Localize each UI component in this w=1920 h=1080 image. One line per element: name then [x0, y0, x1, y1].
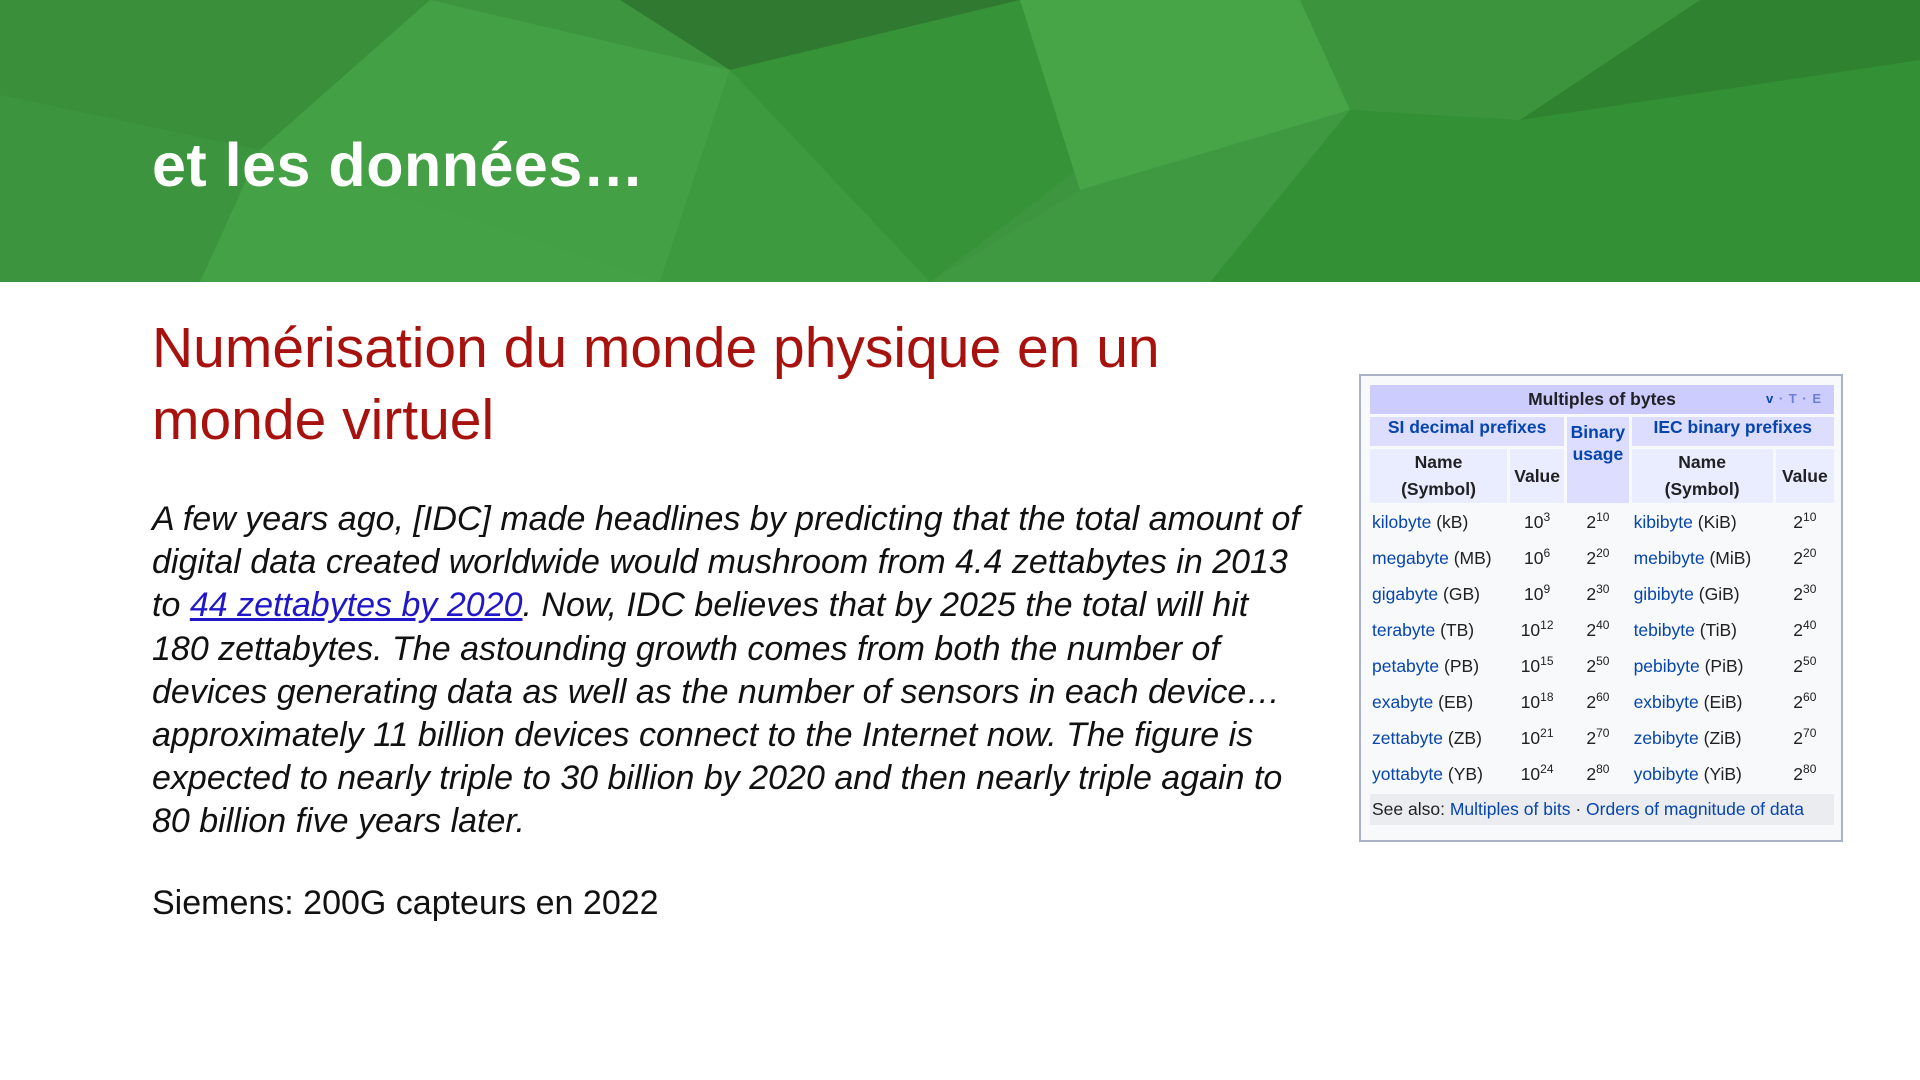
iec-unit-symbol: (PiB) [1704, 656, 1744, 676]
binary-value-base: 2 [1586, 548, 1597, 568]
iec-value-exponent: 10 [1803, 510, 1817, 525]
binary-value-exponent: 80 [1596, 762, 1610, 777]
iec-value [1776, 506, 1834, 539]
si-unit-symbol: (PB) [1444, 656, 1480, 676]
iec-unit-symbol: (ZiB) [1703, 728, 1742, 748]
binary-usage-value [1567, 686, 1628, 719]
iec-value-exponent: 60 [1803, 690, 1817, 705]
si-unit-link[interactable]: petabyte [1372, 656, 1440, 676]
binary-value-exponent: 70 [1596, 726, 1610, 741]
navbox-table [1367, 382, 1837, 828]
iec-name-column-header [1632, 449, 1773, 503]
si-value-exponent: 9 [1543, 582, 1551, 597]
iec-value [1776, 722, 1834, 755]
si-value-exponent: 3 [1543, 510, 1551, 525]
si-value-exponent: 6 [1543, 546, 1551, 561]
si-value-column-header: Value [1510, 449, 1564, 503]
iec-value [1776, 578, 1834, 611]
iec-unit-symbol: (EiB) [1703, 692, 1743, 712]
iec-value-exponent: 70 [1803, 726, 1817, 741]
si-value [1510, 578, 1564, 611]
binary-value-exponent: 60 [1596, 690, 1610, 705]
iec-unit-link[interactable]: zebibyte [1633, 728, 1699, 748]
binary-usage-value [1567, 650, 1628, 683]
iec-value-exponent: 20 [1803, 546, 1817, 561]
iec-unit-link[interactable]: gibibyte [1633, 584, 1694, 604]
si-unit-symbol: (kB) [1436, 512, 1469, 532]
si-unit-symbol: (ZB) [1447, 728, 1482, 748]
iec-value-exponent: 30 [1803, 582, 1817, 597]
binary-value-exponent: 10 [1596, 510, 1610, 525]
table-row [1370, 686, 1834, 719]
binary-usage-value [1567, 758, 1628, 791]
iec-unit-link[interactable]: kibibyte [1633, 512, 1693, 532]
vte-separator-1: · [1778, 391, 1785, 406]
slide-title: et les données… [152, 131, 645, 199]
si-unit-symbol: (YB) [1447, 764, 1483, 784]
binary-usage-value [1567, 722, 1628, 755]
si-name-header-line-2: (Symbol) [1401, 479, 1476, 499]
vte-separator-2: · [1802, 391, 1808, 406]
si-value [1510, 506, 1564, 539]
binary-usage-value [1567, 614, 1628, 647]
si-name-column-header [1370, 449, 1507, 503]
iec-binary-prefixes-header[interactable]: IEC binary prefixes [1632, 417, 1834, 446]
binary-value-base: 2 [1586, 512, 1597, 532]
zettabytes-2020-link[interactable]: 44 zettabytes by 2020 [189, 586, 523, 625]
table-row [1370, 722, 1834, 755]
si-value-exponent: 24 [1540, 762, 1554, 777]
si-name-header-line-1: Name [1414, 452, 1463, 472]
binary-usage-line-1: Binary [1570, 422, 1626, 442]
quote-text-before-link: A few years ago, [IDC] made headlines by predicting that the total amount of digital data created worldwide would mushroom from 4.4 zettabytes in 2013 to [152, 500, 1300, 625]
si-value [1510, 542, 1564, 575]
iec-unit-link[interactable]: exbibyte [1633, 692, 1699, 712]
siemens-note: Siemens: 200G capteurs en 2022 [152, 884, 659, 922]
binary-usage-line-2: usage [1572, 444, 1624, 464]
si-value [1510, 650, 1564, 683]
table-row [1370, 506, 1834, 539]
binary-value-exponent: 50 [1596, 654, 1610, 669]
iec-unit-symbol: (YiB) [1703, 764, 1742, 784]
iec-unit-link[interactable]: tebibyte [1633, 620, 1695, 640]
si-value [1510, 758, 1564, 791]
iec-value-exponent: 80 [1803, 762, 1817, 777]
iec-value [1776, 650, 1834, 683]
table-row [1370, 578, 1834, 611]
binary-usage-header[interactable] [1567, 417, 1628, 503]
multiples-of-bits-link[interactable]: Multiples of bits [1449, 799, 1571, 819]
table-row [1370, 758, 1834, 791]
slide-subtitle [152, 312, 1302, 456]
header-banner [0, 0, 1920, 282]
iec-value-base: 2 [1793, 512, 1804, 532]
binary-usage-value [1567, 506, 1628, 539]
iec-value-base: 2 [1793, 656, 1804, 676]
iec-value [1776, 614, 1834, 647]
si-value [1510, 722, 1564, 755]
si-value [1510, 686, 1564, 719]
si-value-base: 10 [1520, 728, 1541, 748]
si-unit-link[interactable]: exabyte [1372, 692, 1434, 712]
iec-value [1776, 542, 1834, 575]
si-unit-symbol: (GB) [1443, 584, 1480, 604]
si-value-exponent: 21 [1540, 726, 1554, 741]
quote-text-after-link: . Now, IDC believes that by 2025 the total will hit 180 zettabytes. The astounding growth comes from both the number of devices generating data as well as the number of sensors in each device… approximately 11 billion devices connect to the Internet now. The figure is expected to nearly triple to 30 billion by 2020 and then nearly triple again to 80 billion five years later. [152, 586, 1283, 841]
iec-name-header-line-1: Name [1678, 452, 1726, 472]
see-also-label: See also: [1372, 799, 1445, 819]
iec-unit-link[interactable]: yobibyte [1633, 764, 1699, 784]
si-decimal-prefixes-header[interactable]: SI decimal prefixes [1370, 417, 1564, 446]
subtitle-line-2: monde virtuel [152, 388, 495, 452]
table-row [1370, 614, 1834, 647]
binary-value-base: 2 [1586, 656, 1597, 676]
si-unit-link[interactable]: yottabyte [1372, 764, 1444, 784]
si-value-base: 10 [1524, 512, 1544, 532]
multiples-of-bytes-navbox [1359, 374, 1843, 842]
iec-value [1776, 758, 1834, 791]
si-value-exponent: 15 [1540, 654, 1554, 669]
binary-value-exponent: 40 [1596, 618, 1610, 633]
si-value-base: 10 [1520, 764, 1541, 784]
iec-value [1776, 686, 1834, 719]
si-unit-link[interactable]: megabyte [1372, 548, 1449, 568]
table-row [1370, 650, 1834, 683]
iec-value-exponent: 50 [1803, 654, 1817, 669]
iec-unit-symbol: (MiB) [1709, 548, 1752, 568]
binary-value-base: 2 [1586, 584, 1597, 604]
idc-quote [152, 498, 1302, 844]
si-unit-link[interactable]: kilobyte [1372, 512, 1432, 532]
iec-value-base: 2 [1793, 548, 1804, 568]
iec-unit-link[interactable]: pebibyte [1633, 656, 1700, 676]
orders-of-magnitude-link[interactable]: Orders of magnitude of data [1586, 799, 1804, 819]
subtitle-line-1: Numérisation du monde physique en un [152, 316, 1160, 380]
si-unit-link[interactable]: zettabyte [1372, 728, 1444, 748]
view-template-link[interactable]: v [1765, 391, 1775, 406]
binary-usage-value [1567, 578, 1628, 611]
vte-links [1766, 391, 1822, 406]
see-also-footer [1370, 794, 1834, 825]
iec-unit-symbol: (KiB) [1697, 512, 1737, 532]
binary-value-exponent: 30 [1596, 582, 1610, 597]
iec-value-base: 2 [1793, 728, 1804, 748]
iec-unit-symbol: (GiB) [1698, 584, 1740, 604]
navbox-title [1370, 385, 1834, 414]
iec-unit-link[interactable]: mebibyte [1633, 548, 1705, 568]
si-value-exponent: 18 [1540, 690, 1554, 705]
edit-template-link[interactable]: E [1812, 391, 1822, 406]
binary-value-exponent: 20 [1596, 546, 1610, 561]
iec-value-base: 2 [1793, 584, 1804, 604]
si-value-exponent: 12 [1540, 618, 1554, 633]
navbox-title-text: Multiples of bytes [1528, 389, 1676, 409]
si-unit-symbol: (EB) [1438, 692, 1474, 712]
si-unit-symbol: (MB) [1453, 548, 1492, 568]
binary-value-base: 2 [1586, 692, 1597, 712]
si-value-base: 10 [1520, 620, 1541, 640]
si-value-base: 10 [1524, 548, 1544, 568]
si-value [1510, 614, 1564, 647]
si-unit-link[interactable]: gigabyte [1372, 584, 1439, 604]
table-row [1370, 542, 1834, 575]
iec-value-exponent: 40 [1803, 618, 1817, 633]
talk-template-link[interactable]: T [1788, 391, 1798, 406]
binary-usage-value [1567, 542, 1628, 575]
iec-value-base: 2 [1793, 764, 1804, 784]
binary-value-base: 2 [1586, 620, 1597, 640]
iec-unit-symbol: (TiB) [1699, 620, 1737, 640]
iec-value-base: 2 [1793, 692, 1804, 712]
si-value-base: 10 [1524, 584, 1544, 604]
iec-value-column-header: Value [1776, 449, 1834, 503]
see-also-separator: · [1575, 799, 1582, 819]
si-unit-link[interactable]: terabyte [1372, 620, 1436, 640]
si-value-base: 10 [1520, 656, 1541, 676]
si-unit-symbol: (TB) [1440, 620, 1475, 640]
iec-value-base: 2 [1793, 620, 1804, 640]
binary-value-base: 2 [1586, 764, 1597, 784]
si-value-base: 10 [1520, 692, 1541, 712]
iec-name-header-line-2: (Symbol) [1664, 479, 1740, 499]
binary-value-base: 2 [1586, 728, 1597, 748]
